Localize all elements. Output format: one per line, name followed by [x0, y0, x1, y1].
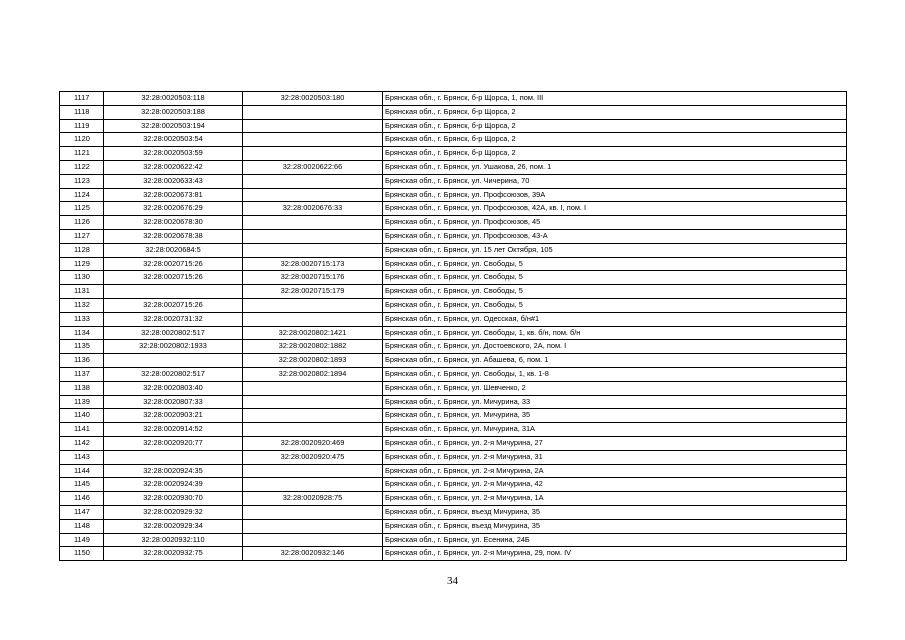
address-cell: Брянская обл., г. Брянск, ул. 2-я Мичурина, 27: [383, 436, 847, 450]
address-cell: Брянская обл., г. Брянск, ул. Мичурина, 31А: [383, 423, 847, 437]
row-number-cell: 1147: [60, 505, 104, 519]
row-number-cell: 1150: [60, 547, 104, 561]
row-number-cell: 1146: [60, 492, 104, 506]
table-row: [60, 216, 847, 230]
address-cell: Брянская обл., г. Брянск, ул. Профсоюзов, 45: [383, 216, 847, 230]
building-cadastral-number-cell: [243, 519, 383, 533]
row-number-cell: 1134: [60, 326, 104, 340]
address-cell: Брянская обл., г. Брянск, ул. 2-я Мичурина, 31: [383, 450, 847, 464]
cadastral-number-cell: 32:28:0020920:77: [104, 436, 243, 450]
address-cell: Брянская обл., г. Брянск, ул. Свободы, 5: [383, 257, 847, 271]
building-cadastral-number-cell: [243, 147, 383, 161]
table-row: [60, 354, 847, 368]
row-number-cell: 1149: [60, 533, 104, 547]
address-cell: Брянская обл., г. Брянск, ул. 2-я Мичурина, 2А: [383, 464, 847, 478]
cadastral-number-cell: 32:28:0020802:517: [104, 326, 243, 340]
table-row: [60, 133, 847, 147]
row-number-cell: 1124: [60, 188, 104, 202]
table-row: [60, 188, 847, 202]
cadastral-number-cell: 32:28:0020731:32: [104, 312, 243, 326]
cadastral-number-cell: 32:28:0020503:194: [104, 119, 243, 133]
table-row: [60, 423, 847, 437]
row-number-cell: 1133: [60, 312, 104, 326]
building-cadastral-number-cell: 32:28:0020920:469: [243, 436, 383, 450]
address-cell: Брянская обл., г. Брянск, ул. Одесская, б/н#1: [383, 312, 847, 326]
table-row: [60, 174, 847, 188]
building-cadastral-number-cell: 32:28:0020715:173: [243, 257, 383, 271]
building-cadastral-number-cell: [243, 174, 383, 188]
cadastral-number-cell: 32:28:0020802:517: [104, 367, 243, 381]
row-number-cell: 1137: [60, 367, 104, 381]
building-cadastral-number-cell: 32:28:0020715:179: [243, 285, 383, 299]
address-cell: Брянская обл., г. Брянск, ул. 2-я Мичурина, 29, пом. IV: [383, 547, 847, 561]
registry-table: [59, 91, 847, 561]
cadastral-number-cell: 32:28:0020503:54: [104, 133, 243, 147]
building-cadastral-number-cell: 32:28:0020932:146: [243, 547, 383, 561]
address-cell: Брянская обл., г. Брянск, ул. Достоевского, 2А, пом. I: [383, 340, 847, 354]
building-cadastral-number-cell: [243, 133, 383, 147]
address-cell: Брянская обл., г. Брянск, ул. Профсоюзов, 42А, кв. I, пом. I: [383, 202, 847, 216]
row-number-cell: 1148: [60, 519, 104, 533]
table-row: [60, 312, 847, 326]
cadastral-number-cell: [104, 285, 243, 299]
address-cell: Брянская обл., г. Брянск, ул. Мичурина, 35: [383, 409, 847, 423]
address-cell: Брянская обл., г. Брянск, ул. Свободы, 1, кв. б/н, пом. б/н: [383, 326, 847, 340]
address-cell: Брянская обл., г. Брянск, ул. Свободы, 1, кв. 1-8: [383, 367, 847, 381]
address-cell: Брянская обл., г. Брянск, ул. Есенина, 24Б: [383, 533, 847, 547]
cadastral-number-cell: 32:28:0020503:118: [104, 92, 243, 106]
table-row: [60, 257, 847, 271]
table-row: [60, 464, 847, 478]
cadastral-number-cell: 32:28:0020676:29: [104, 202, 243, 216]
table-row: [60, 367, 847, 381]
building-cadastral-number-cell: [243, 464, 383, 478]
table-row: [60, 326, 847, 340]
row-number-cell: 1131: [60, 285, 104, 299]
cadastral-number-cell: 32:28:0020802:1933: [104, 340, 243, 354]
row-number-cell: 1135: [60, 340, 104, 354]
address-cell: Брянская обл., г. Брянск, б-р Щорса, 1, пом. III: [383, 92, 847, 106]
cadastral-number-cell: 32:28:0020924:39: [104, 478, 243, 492]
table-row: [60, 409, 847, 423]
table-row: [60, 229, 847, 243]
building-cadastral-number-cell: [243, 119, 383, 133]
address-cell: Брянская обл., г. Брянск, въезд Мичурина, 35: [383, 505, 847, 519]
table-row: [60, 119, 847, 133]
building-cadastral-number-cell: [243, 381, 383, 395]
cadastral-number-cell: 32:28:0020914:52: [104, 423, 243, 437]
row-number-cell: 1118: [60, 105, 104, 119]
table-row: [60, 285, 847, 299]
row-number-cell: 1139: [60, 395, 104, 409]
building-cadastral-number-cell: 32:28:0020802:1893: [243, 354, 383, 368]
address-cell: Брянская обл., г. Брянск, ул. Свободы, 5: [383, 298, 847, 312]
cadastral-number-cell: 32:28:0020930:70: [104, 492, 243, 506]
cadastral-number-cell: 32:28:0020678:38: [104, 229, 243, 243]
table-row: [60, 340, 847, 354]
cadastral-number-cell: 32:28:0020633:43: [104, 174, 243, 188]
address-cell: Брянская обл., г. Брянск, ул. Профсоюзов, 43-А: [383, 229, 847, 243]
row-number-cell: 1122: [60, 160, 104, 174]
page-number: 34: [447, 575, 458, 587]
building-cadastral-number-cell: [243, 105, 383, 119]
cadastral-number-cell: 32:28:0020503:188: [104, 105, 243, 119]
registry-table-body: [60, 92, 847, 561]
row-number-cell: 1138: [60, 381, 104, 395]
building-cadastral-number-cell: [243, 533, 383, 547]
table-row: [60, 147, 847, 161]
cadastral-number-cell: 32:28:0020932:75: [104, 547, 243, 561]
row-number-cell: 1121: [60, 147, 104, 161]
building-cadastral-number-cell: [243, 243, 383, 257]
row-number-cell: 1130: [60, 271, 104, 285]
cadastral-number-cell: 32:28:0020929:32: [104, 505, 243, 519]
cadastral-number-cell: 32:28:0020924:35: [104, 464, 243, 478]
building-cadastral-number-cell: [243, 298, 383, 312]
building-cadastral-number-cell: 32:28:0020802:1421: [243, 326, 383, 340]
row-number-cell: 1123: [60, 174, 104, 188]
address-cell: Брянская обл., г. Брянск, ул. 15 лет Октября, 105: [383, 243, 847, 257]
building-cadastral-number-cell: [243, 188, 383, 202]
cadastral-number-cell: 32:28:0020715:26: [104, 257, 243, 271]
address-cell: Брянская обл., г. Брянск, ул. 2-я Мичурина, 42: [383, 478, 847, 492]
table-row: [60, 450, 847, 464]
row-number-cell: 1145: [60, 478, 104, 492]
building-cadastral-number-cell: 32:28:0020928:75: [243, 492, 383, 506]
row-number-cell: 1120: [60, 133, 104, 147]
address-cell: Брянская обл., г. Брянск, ул. 2-я Мичурина, 1А: [383, 492, 847, 506]
table-row: [60, 160, 847, 174]
cadastral-number-cell: 32:28:0020715:26: [104, 271, 243, 285]
address-cell: Брянская обл., г. Брянск, б-р Щорса, 2: [383, 133, 847, 147]
table-row: [60, 271, 847, 285]
building-cadastral-number-cell: [243, 409, 383, 423]
row-number-cell: 1117: [60, 92, 104, 106]
building-cadastral-number-cell: [243, 229, 383, 243]
row-number-cell: 1143: [60, 450, 104, 464]
building-cadastral-number-cell: 32:28:0020802:1894: [243, 367, 383, 381]
table-row: [60, 533, 847, 547]
row-number-cell: 1128: [60, 243, 104, 257]
table-row: [60, 381, 847, 395]
building-cadastral-number-cell: [243, 312, 383, 326]
table-row: [60, 547, 847, 561]
address-cell: Брянская обл., г. Брянск, ул. Чичерина, 70: [383, 174, 847, 188]
table-row: [60, 478, 847, 492]
building-cadastral-number-cell: [243, 478, 383, 492]
cadastral-number-cell: [104, 354, 243, 368]
table-row: [60, 243, 847, 257]
table-row: [60, 395, 847, 409]
building-cadastral-number-cell: [243, 216, 383, 230]
address-cell: Брянская обл., г. Брянск, ул. Абашева, 6, пом. 1: [383, 354, 847, 368]
address-cell: Брянская обл., г. Брянск, ул. Свободы, 5: [383, 271, 847, 285]
row-number-cell: 1144: [60, 464, 104, 478]
cadastral-number-cell: 32:28:0020929:34: [104, 519, 243, 533]
table-row: [60, 298, 847, 312]
row-number-cell: 1142: [60, 436, 104, 450]
address-cell: Брянская обл., г. Брянск, ул. Свободы, 5: [383, 285, 847, 299]
row-number-cell: 1127: [60, 229, 104, 243]
cadastral-number-cell: 32:28:0020803:40: [104, 381, 243, 395]
cadastral-number-cell: 32:28:0020678:30: [104, 216, 243, 230]
row-number-cell: 1141: [60, 423, 104, 437]
address-cell: Брянская обл., г. Брянск, ул. Шевченко, 2: [383, 381, 847, 395]
cadastral-number-cell: 32:28:0020503:59: [104, 147, 243, 161]
table-row: [60, 202, 847, 216]
address-cell: Брянская обл., г. Брянск, б-р Щорса, 2: [383, 119, 847, 133]
table-row: [60, 492, 847, 506]
building-cadastral-number-cell: 32:28:0020715:176: [243, 271, 383, 285]
cadastral-number-cell: 32:28:0020622:42: [104, 160, 243, 174]
table-row: [60, 436, 847, 450]
building-cadastral-number-cell: [243, 395, 383, 409]
row-number-cell: 1132: [60, 298, 104, 312]
row-number-cell: 1140: [60, 409, 104, 423]
cadastral-number-cell: 32:28:0020903:21: [104, 409, 243, 423]
row-number-cell: 1125: [60, 202, 104, 216]
table-row: [60, 92, 847, 106]
table-row: [60, 505, 847, 519]
row-number-cell: 1136: [60, 354, 104, 368]
table-row: [60, 519, 847, 533]
address-cell: Брянская обл., г. Брянск, ул. Профсоюзов, 39А: [383, 188, 847, 202]
table-row: [60, 105, 847, 119]
row-number-cell: 1126: [60, 216, 104, 230]
cadastral-number-cell: 32:28:0020684:5: [104, 243, 243, 257]
cadastral-number-cell: [104, 450, 243, 464]
building-cadastral-number-cell: 32:28:0020503:180: [243, 92, 383, 106]
building-cadastral-number-cell: 32:28:0020676:33: [243, 202, 383, 216]
address-cell: Брянская обл., г. Брянск, б-р Щорса, 2: [383, 105, 847, 119]
building-cadastral-number-cell: 32:28:0020802:1882: [243, 340, 383, 354]
row-number-cell: 1119: [60, 119, 104, 133]
address-cell: Брянская обл., г. Брянск, ул. Ушакова, 26, пом. 1: [383, 160, 847, 174]
address-cell: Брянская обл., г. Брянск, въезд Мичурина, 35: [383, 519, 847, 533]
building-cadastral-number-cell: 32:28:0020622:66: [243, 160, 383, 174]
cadastral-number-cell: 32:28:0020715:26: [104, 298, 243, 312]
row-number-cell: 1129: [60, 257, 104, 271]
address-cell: Брянская обл., г. Брянск, ул. Мичурина, 33: [383, 395, 847, 409]
building-cadastral-number-cell: [243, 505, 383, 519]
building-cadastral-number-cell: [243, 423, 383, 437]
address-cell: Брянская обл., г. Брянск, б-р Щорса, 2: [383, 147, 847, 161]
building-cadastral-number-cell: 32:28:0020920:475: [243, 450, 383, 464]
cadastral-number-cell: 32:28:0020932:110: [104, 533, 243, 547]
cadastral-number-cell: 32:28:0020807:33: [104, 395, 243, 409]
cadastral-number-cell: 32:28:0020673:81: [104, 188, 243, 202]
